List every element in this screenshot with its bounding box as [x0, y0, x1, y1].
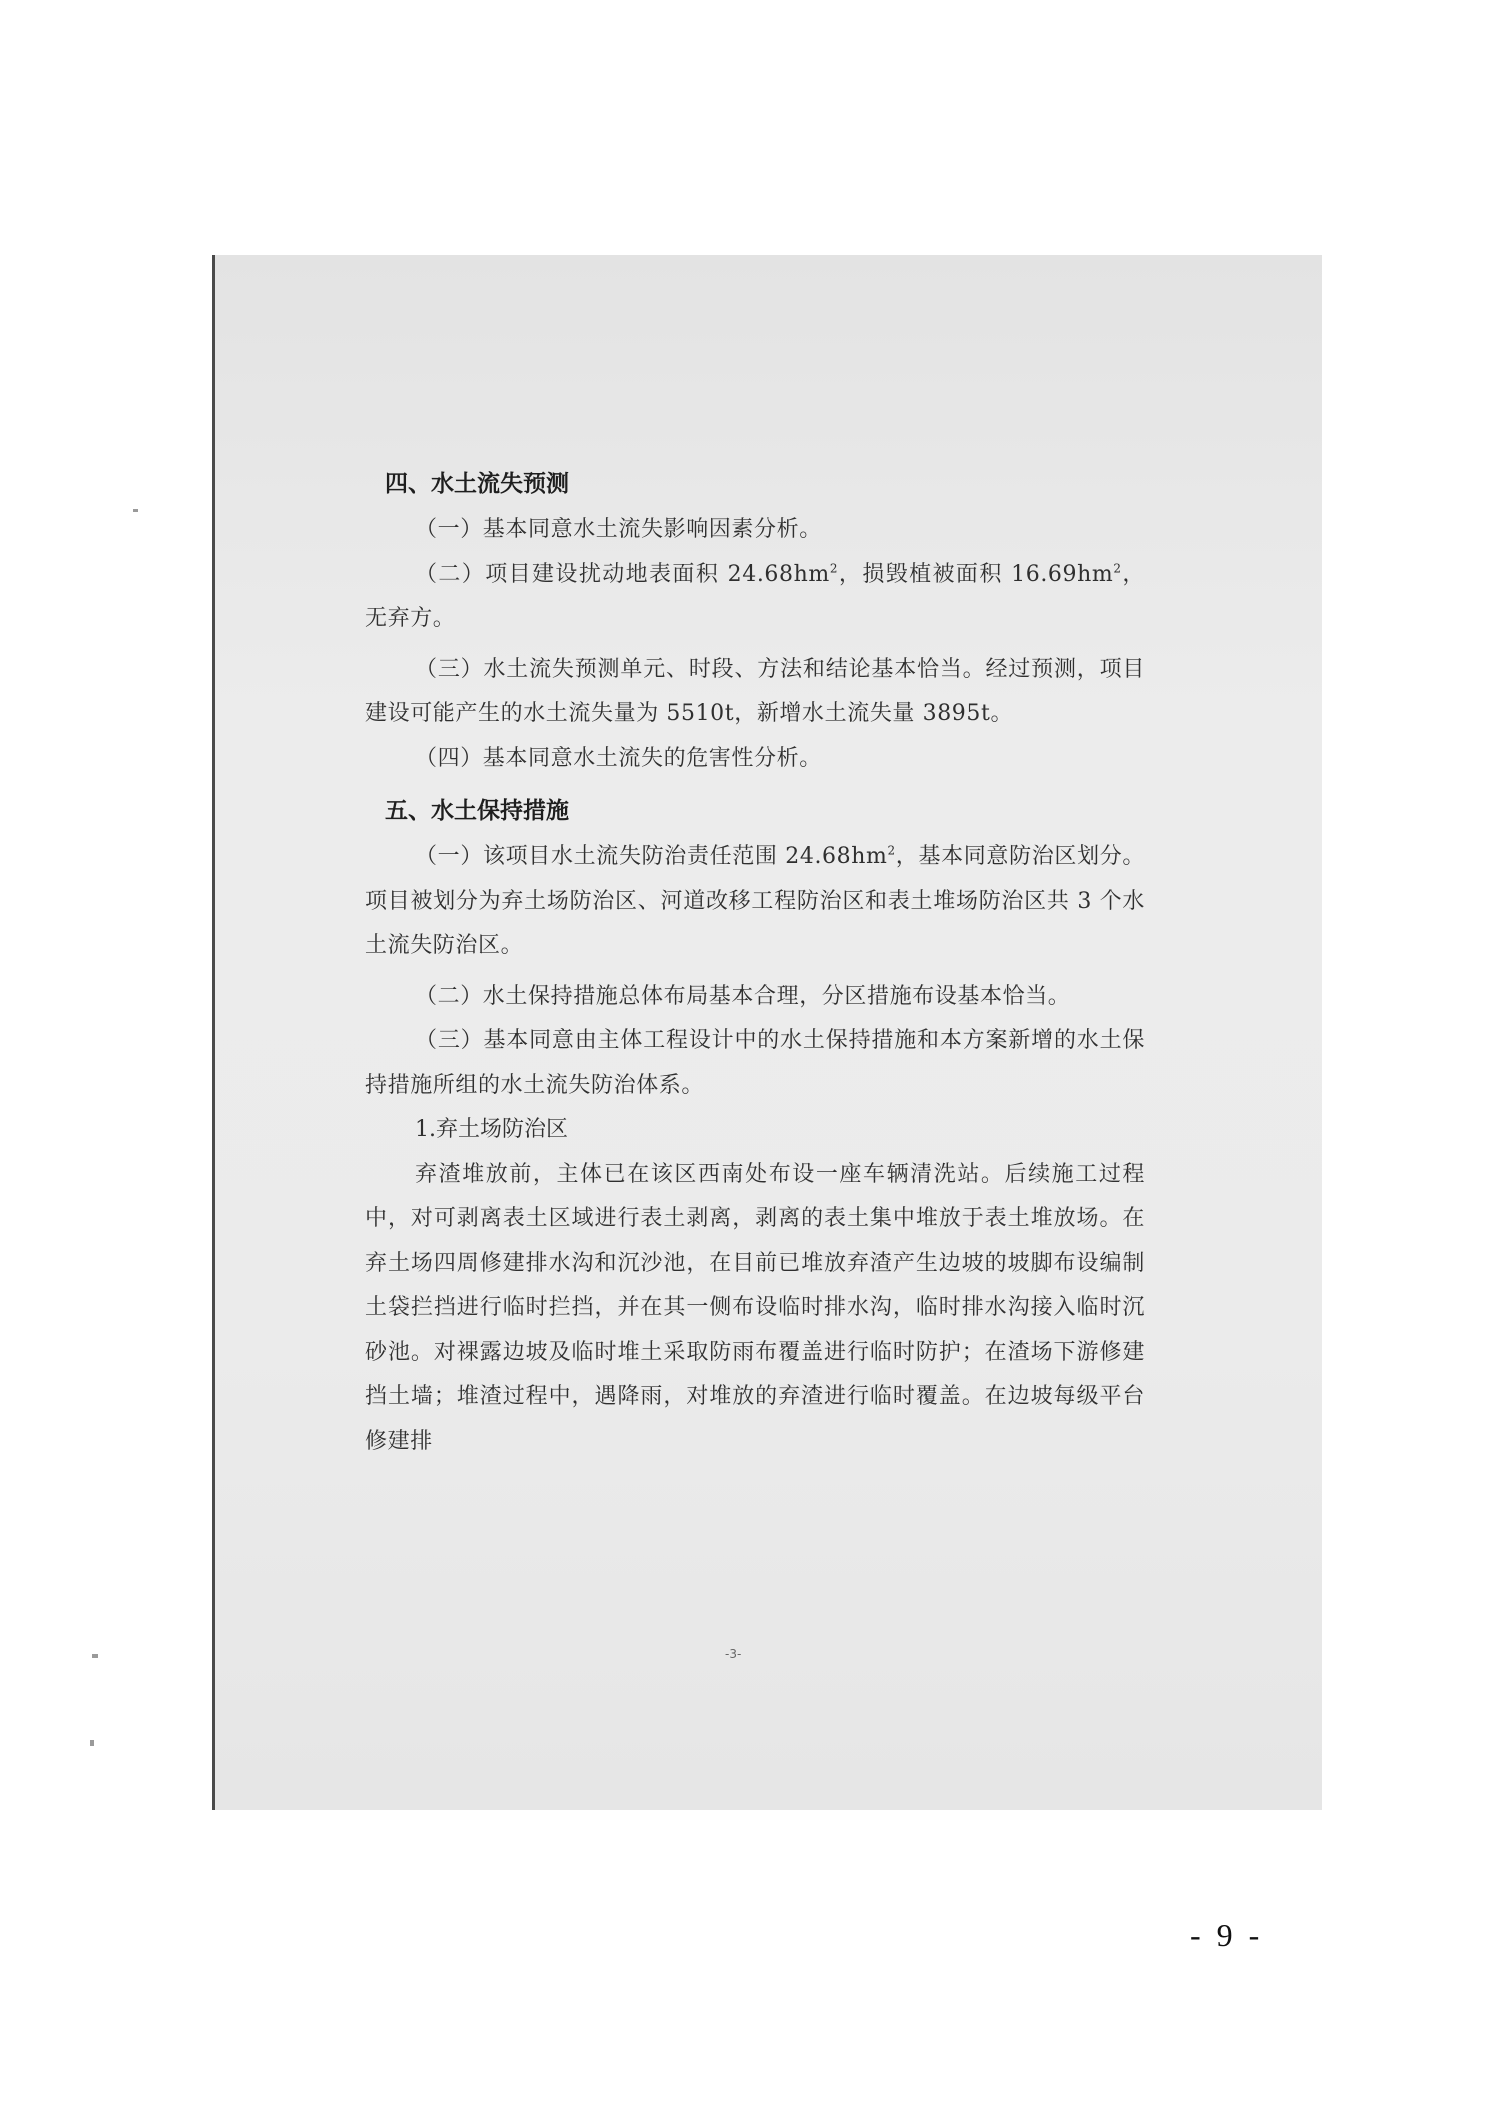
paragraph: （三）基本同意由主体工程设计中的水土保持措施和本方案新增的水土保持措施所组的水土流失防治体系。	[365, 1028, 1145, 1098]
text-run: （二）项目建设扰动地表面积 24.68hm	[415, 561, 830, 587]
page-number: - 9 -	[1190, 1917, 1264, 1953]
superscript: 2	[1113, 561, 1122, 576]
scan-speck	[133, 509, 138, 512]
paragraph: （一）基本同意水土流失影响因素分析。	[415, 517, 822, 542]
scan-speck	[90, 1740, 94, 1746]
paragraph: 弃渣堆放前，主体已在该区西南处布设一座车辆清洗站。后续施工过程中，对可剥离表土区域进行表土剥离，剥离的表土集中堆放于表土堆放场。在弃土场四周修建排水沟和沉沙池，在目前已堆放弃渣产生边坡的坡脚布设编制土袋拦挡进行临时拦挡，并在其一侧布设临时排水沟，临时排水沟接入临时沉砂池。对裸露边坡及临时堆土采取防雨布覆盖进行临时防护；在渣场下游修建挡土墙；堆渣过程中，遇降雨，对堆放的弃渣进行临时覆盖。在边坡每级平台修建排	[365, 1161, 1145, 1454]
subsection-title: 1.弃土场防治区	[415, 1117, 568, 1142]
text-run: （一）该项目水土流失防治责任范围 24.68hm	[415, 844, 888, 869]
superscript: 2	[887, 843, 896, 858]
text-run: ，基本同意防治区划分。项目被划分为弃土场防治区、河道改移工程防治区和表土堆场防治区共 3 个水土流失防治区。	[365, 844, 1146, 958]
text-run: ，损毁植被面积 16.69hm	[838, 561, 1114, 587]
paragraph	[365, 553, 1145, 642]
section-heading-5: 五、水土保持措施	[385, 798, 569, 824]
paragraph	[365, 835, 1145, 969]
scan-speck	[92, 1654, 98, 1658]
inner-page-number: -3-	[725, 1647, 742, 1661]
paragraph: （四）基本同意水土流失的危害性分析。	[415, 745, 822, 771]
paragraph: （二）水土保持措施总体布局基本合理，分区措施布设基本恰当。	[415, 983, 1071, 1009]
document-body	[365, 460, 1145, 1464]
superscript: 2	[829, 561, 839, 576]
section-heading-4: 四、水土流失预测	[385, 471, 569, 497]
text-run: ，无弃方。	[365, 561, 1145, 631]
scanned-page	[212, 255, 1322, 1810]
paragraph: （三）水土流失预测单元、时段、方法和结论基本恰当。经过预测，项目建设可能产生的水土流失量为 5510t，新增水土流失量 3895t。	[365, 656, 1145, 726]
